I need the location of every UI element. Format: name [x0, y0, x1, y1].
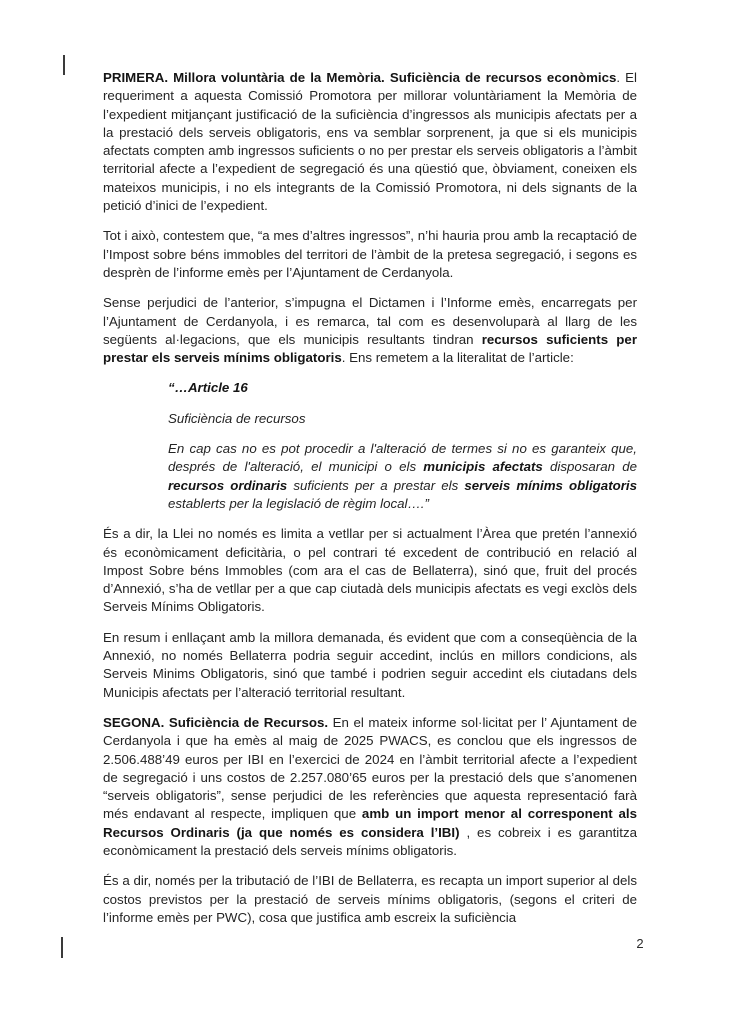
quote-article-16-body [168, 440, 637, 513]
text-run: , es cobreix i es garantitza econòmicament la prestació dels serveis mínims obligatoris. [103, 824, 637, 858]
paragraph-tot-i-aixo [103, 227, 637, 282]
text-run: Tot i això, contestem que, “a mes d’altres ingressos”, n’hi hauria prou amb la recaptació de l’Impost sobre béns immobles del territori de l’àmbit de la pretesa segregació, i segons es desprèn de l’informe emès per l’Ajuntament de Cerdanyola. [103, 228, 637, 280]
text-run: En resum i enllaçant amb la millora demanada, és evident que com a conseqüència de la Annexió, no només Bellaterra podria seguir accedint, inclús en millors condicions, als Serveis Minims Obligatoris, sinó que també i podrien seguir accedint els ciutadans dels Municipis afectats per l’alteració territorial resultant. [103, 629, 637, 700]
document-content [103, 69, 637, 939]
paragraph-en-resum [103, 629, 637, 702]
page-number: 2 [636, 936, 644, 951]
text-run: disposaran de [542, 459, 637, 475]
text-run: municipis afectats [423, 459, 543, 475]
text-run: suficients per a prestar els [287, 477, 465, 493]
text-run: SEGONA. Suficiència de Recursos. [103, 714, 329, 730]
text-run: És a dir, la Llei no només es limita a vetllar per si actualment l’Àrea que pretén l’annexió és econòmicament deficitària, o pel contrari té excedent de contribució en relació al Impost Sobre béns Immobles (com ara el cas de Bellaterra), sinó que, fruit del procés d’Annexió, s’ha de vetllar per a que cap ciutadà dels municipis afectats es vegi exclòs dels Serveis Mínims Obligatoris. [103, 526, 637, 615]
paragraph-primera [103, 69, 637, 215]
quote-article-16-subtitle [168, 410, 637, 428]
text-run: Suficiència de recursos [168, 410, 306, 426]
text-run: recursos ordinaris [168, 477, 288, 493]
text-run: serveis mínims obligatoris [464, 477, 638, 493]
text-run: És a dir, només per la tributació de l’IBI de Bellaterra, es recapta un import superior al dels costos previstos per la prestació de serveis mínims obligatoris, (segons el criteri de l’informe emès per PWC), cosa que justifica amb escreix la suficiència [103, 873, 637, 925]
paragraph-sense-perjudici [103, 294, 637, 367]
text-run: Sense perjudici de l’anterior, s’impugna el Dictamen i l’Informe emès, encarregats per l’Ajuntament de Cerdanyola, i es remarca, tal com es desenvoluparà al llarg de les següents al·legacions, que els municipis resultants tindran [103, 295, 637, 347]
margin-mark-top [63, 55, 65, 75]
text-run: “…Article 16 [168, 380, 248, 396]
paragraph-es-a-dir-ibi [103, 872, 637, 927]
text-run: establerts per la legislació de règim local….” [168, 495, 429, 511]
text-run: amb un import menor al corresponent als Recursos Ordinaris (ja que només es considera l’IBI) [103, 806, 637, 840]
text-run: En el mateix informe sol·licitat per l’ Ajuntament de Cerdanyola i que ha emès al maig de 2025 PWACS, es conclou que els ingressos de 2.506.488’49 euros per IBI en l’exercici de 2024 en l’àmbit territorial afecte a l’expedient de segregació i uns costos de 2.257.080’65 euros per la prestació dels que s’anomenen “serveis obligatoris”, sense perjudici de les referències que aquesta representació farà més endavant al respecte, impliquen que [103, 714, 637, 822]
quote-article-16-title [168, 379, 637, 397]
text-run: recursos suficients per prestar els serveis mínims obligatoris [103, 331, 637, 366]
text-run: En cap cas no es pot procedir a l'alteració de termes si no es garanteix que, després de l'alteració, el municipi o els [168, 441, 637, 475]
text-run: . El requeriment a aquesta Comissió Promotora per millorar voluntàriament la Memòria de l’expedient mitjançant justificació de la suficiència d’ingressos als municipis afectats per a la prestació dels serveis obligatoris, ens va semblar sorprenent, ja que si els municipis afectats compten amb ingressos suficients o no per prestar els serveis obligatoris a l’àmbit territorial afecte a l’expedient de segregació és una qüestió que, òbviament, coneixen els mateixos municipis, i no els integrants de la Comissió Promotora, ni dels signants de la petició d’inici de l’expedient. [103, 70, 637, 214]
text-run: . Ens remetem a la literalitat de l’article: [341, 350, 574, 366]
paragraph-segona [103, 714, 637, 860]
text-run: PRIMERA. Millora voluntària de la Memòria. Suficiència de recursos econòmics [103, 70, 617, 85]
paragraph-es-a-dir-llei [103, 525, 637, 616]
margin-mark-bottom [61, 937, 63, 958]
